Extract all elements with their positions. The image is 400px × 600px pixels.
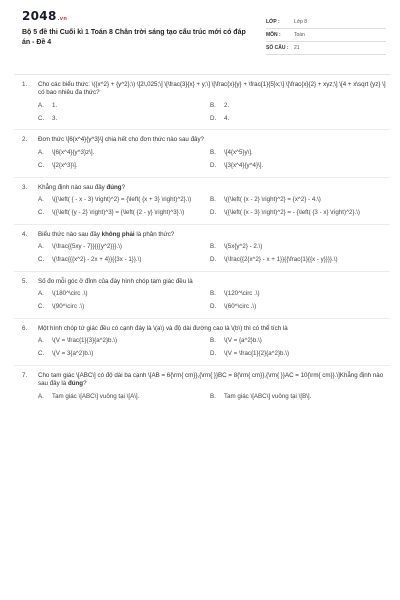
options: [38, 393, 386, 401]
question-text: Cho các biểu thức: \({x^2} + {y^2};\) \[2\,025;\] \[\frac{3}{x} + y;\] \[\frac{x}{y} + \frac{1}{5}x;\] \[\frac{x}{2} + xyz;\] \[4 + x\sqrt {yz} \] có bao nhiêu đa thức?: [38, 81, 386, 97]
question: [22, 325, 386, 359]
option-text: \(\frac{{5xy - 7}}{{{y^2}}}.\): [52, 242, 122, 250]
option-text: \({\left( {x - 2} \right)^2} = {x^2} - 4.\): [224, 195, 321, 203]
option-d[interactable]: [210, 209, 386, 217]
option-label: B.: [210, 148, 216, 156]
option-c[interactable]: [38, 350, 210, 358]
header-divider: [14, 74, 390, 75]
question-text: Đơn thức \[6{x^4}{y^3}\] chia hết cho đơn thức nào sau đây?: [38, 136, 204, 144]
option-label: B.: [210, 290, 216, 298]
question-text: [38, 184, 386, 192]
option-text: \[6{x^4}{y^3}z\].: [52, 148, 95, 156]
option-label: B.: [210, 101, 216, 109]
options: [38, 290, 386, 312]
question-text-part: Khẳng định nào sau đây: [38, 183, 107, 191]
option-c[interactable]: [38, 115, 210, 123]
option-label: A.: [38, 392, 44, 400]
question-head: [22, 136, 386, 144]
option-label: B.: [210, 242, 216, 250]
meta-key: MÔN :: [266, 31, 281, 38]
option-c[interactable]: [38, 303, 210, 311]
options: [38, 243, 386, 265]
option-text: 2.: [224, 101, 230, 109]
option-a[interactable]: [38, 337, 210, 345]
question-number: 7.: [22, 371, 28, 379]
question-number: 1.: [22, 81, 28, 88]
option-text: \[4{x^5}y\].: [224, 148, 253, 156]
question-head: [22, 372, 386, 389]
question-text-part: Biểu thức nào sau đây: [38, 230, 102, 238]
option-b[interactable]: [210, 196, 386, 204]
question-divider: [14, 271, 390, 272]
option-text: \[3{x^4}{y^4}\].: [224, 162, 264, 170]
option-a[interactable]: [38, 149, 210, 157]
meta-key: SỐ CÂU :: [266, 44, 289, 51]
option-label: A.: [38, 148, 44, 156]
options: [38, 102, 386, 124]
option-text: \(V = {a^2}b.\): [224, 337, 262, 345]
option-label: D.: [210, 350, 217, 358]
option-text: \(V = \frac{1}{2}{a^2}b.\): [224, 350, 289, 358]
option-text: 3.: [52, 115, 58, 123]
option-text: \[2{x^3}\].: [52, 162, 78, 170]
option-b[interactable]: [210, 393, 386, 401]
options: [38, 196, 386, 218]
meta-table: [266, 16, 386, 70]
question-number: 2.: [22, 136, 28, 144]
option-a[interactable]: [38, 102, 210, 110]
option-label: D.: [210, 256, 217, 264]
logo-suffix: .vn: [57, 16, 68, 22]
question: [22, 372, 386, 401]
question-emphasis: đúng: [106, 183, 122, 191]
option-label: D.: [210, 209, 217, 217]
option-d[interactable]: [210, 303, 386, 311]
option-text: \({\left( {x - 3} \right)^2} = - {\left( {3 - x} \right)^2}.\): [224, 209, 360, 217]
option-a[interactable]: [38, 243, 210, 251]
option-d[interactable]: [210, 256, 386, 264]
question-head: [22, 325, 386, 333]
option-label: C.: [38, 303, 45, 311]
option-text: \({\left( { - x - 3} \right)^2} = {\left( {x + 3} \right)^2}.\): [52, 195, 192, 203]
option-text: \(120^\circ .\): [224, 290, 260, 298]
question-text-part: ?: [121, 183, 126, 191]
options: [38, 149, 386, 171]
question-divider: [14, 318, 390, 319]
option-text: \({\left( {y - 2} \right)^3} = {\left( {2 - y} \right)^3}.\): [52, 209, 185, 217]
header-left: [22, 8, 252, 70]
option-text: \(180^\circ .\): [52, 290, 88, 298]
option-label: A.: [38, 195, 44, 203]
question-text-part: Cho tam giác \[ABC\] có độ dài ba cạnh \[AB = 6{\rm{ cm}},{\rm{ }}BC = 8{\rm{ cm}},{\rm{ }}AC = 10{\rm{ cm}}.\]Khẳng định nào sau đây là: [38, 371, 384, 388]
question-head: [22, 231, 386, 239]
question-text: [38, 372, 386, 389]
option-label: B.: [210, 195, 216, 203]
option-text: \(60^\circ .\): [224, 303, 257, 311]
option-text: Tam giác \[ABC\] vuông tại \[A\].: [52, 392, 140, 400]
option-text: \(5x{y^2} - 2.\): [224, 242, 263, 250]
option-b[interactable]: [210, 243, 386, 251]
question-divider: [14, 129, 390, 130]
question: [22, 81, 386, 123]
meta-row-subject: [266, 29, 386, 42]
question-text: Số đo mỗi góc ở đỉnh của đáy hình chóp tam giác đều là: [38, 277, 193, 285]
options: [38, 337, 386, 359]
question-number: 3.: [22, 183, 28, 191]
option-label: A.: [38, 101, 44, 109]
option-d[interactable]: [210, 162, 386, 170]
option-label: C.: [38, 209, 45, 217]
option-label: D.: [210, 115, 217, 123]
meta-row-count: [266, 42, 386, 55]
question-number: 4.: [22, 230, 28, 238]
header: [22, 8, 386, 70]
option-label: C.: [38, 350, 45, 358]
question-text-part: ?: [83, 380, 87, 388]
question-emphasis: không phải: [101, 230, 135, 238]
option-b[interactable]: [210, 290, 386, 298]
option-a[interactable]: [38, 196, 210, 204]
option-label: D.: [210, 303, 217, 311]
meta-value: Lớp 8: [294, 18, 308, 25]
meta-value: 21: [294, 44, 300, 51]
meta-row-class: [266, 16, 386, 29]
option-text: \(\frac{{2{x^2} - x + 1}}{{\frac{1}{{x - y}}}}.\): [224, 256, 338, 264]
option-d[interactable]: [210, 350, 386, 358]
option-text: Tam giác \[ABC\] vuông tại \[B\].: [224, 392, 312, 400]
question: [22, 231, 386, 265]
option-c[interactable]: [38, 162, 210, 170]
option-b[interactable]: [210, 149, 386, 157]
option-b[interactable]: [210, 337, 386, 345]
question: [22, 136, 386, 170]
question-text: [38, 231, 386, 239]
meta-value: Toán: [294, 31, 305, 38]
option-text: \(V = 3{a^2}b.\): [52, 350, 94, 358]
option-text: 1.: [52, 101, 58, 109]
option-label: C.: [38, 115, 45, 123]
option-label: B.: [210, 392, 216, 400]
option-a[interactable]: [38, 290, 210, 298]
option-c[interactable]: [38, 256, 210, 264]
option-text: \(V = \frac{1}{3}{a^2}b.\): [52, 337, 117, 345]
option-c[interactable]: [38, 209, 210, 217]
question: [22, 184, 386, 218]
option-text: \(90^\circ .\): [52, 303, 85, 311]
question-text-part: là phân thức?: [134, 230, 175, 238]
option-label: B.: [210, 337, 216, 345]
question-divider: [14, 365, 390, 366]
meta-key: LỚP :: [266, 18, 280, 25]
question-divider: [14, 224, 390, 225]
option-label: D.: [210, 162, 217, 170]
option-label: C.: [38, 256, 45, 264]
question-number: 6.: [22, 324, 28, 332]
question-text: Một hình chóp tứ giác đều có cạnh đáy là \(a\) và độ dài đường cao là \(b\) thì có thể tích là: [38, 324, 288, 332]
question-divider: [14, 177, 390, 178]
question: [22, 278, 386, 312]
option-label: A.: [38, 242, 44, 250]
option-d[interactable]: [210, 115, 386, 123]
question-emphasis: đúng: [67, 380, 84, 388]
page-title: Bộ 5 đề thi Cuối kì 1 Toán 8 Chân trời sáng tạo cấu trúc mới có đáp án - Đề 4: [22, 29, 246, 46]
question-head: [22, 278, 386, 286]
site-logo[interactable]: [22, 8, 252, 24]
option-b[interactable]: [210, 102, 386, 110]
option-text: 4.: [224, 115, 230, 123]
option-text: \(\frac{{{x^2} - 2x + 4}}{{3x - 1}}.\): [52, 256, 142, 264]
option-label: C.: [38, 162, 45, 170]
option-label: A.: [38, 290, 44, 298]
question-head: [22, 81, 386, 98]
logo-text: 2048: [22, 9, 57, 23]
question-number: 5.: [22, 277, 28, 285]
option-a[interactable]: [38, 393, 210, 401]
option-label: A.: [38, 337, 44, 345]
question-head: [22, 184, 386, 192]
